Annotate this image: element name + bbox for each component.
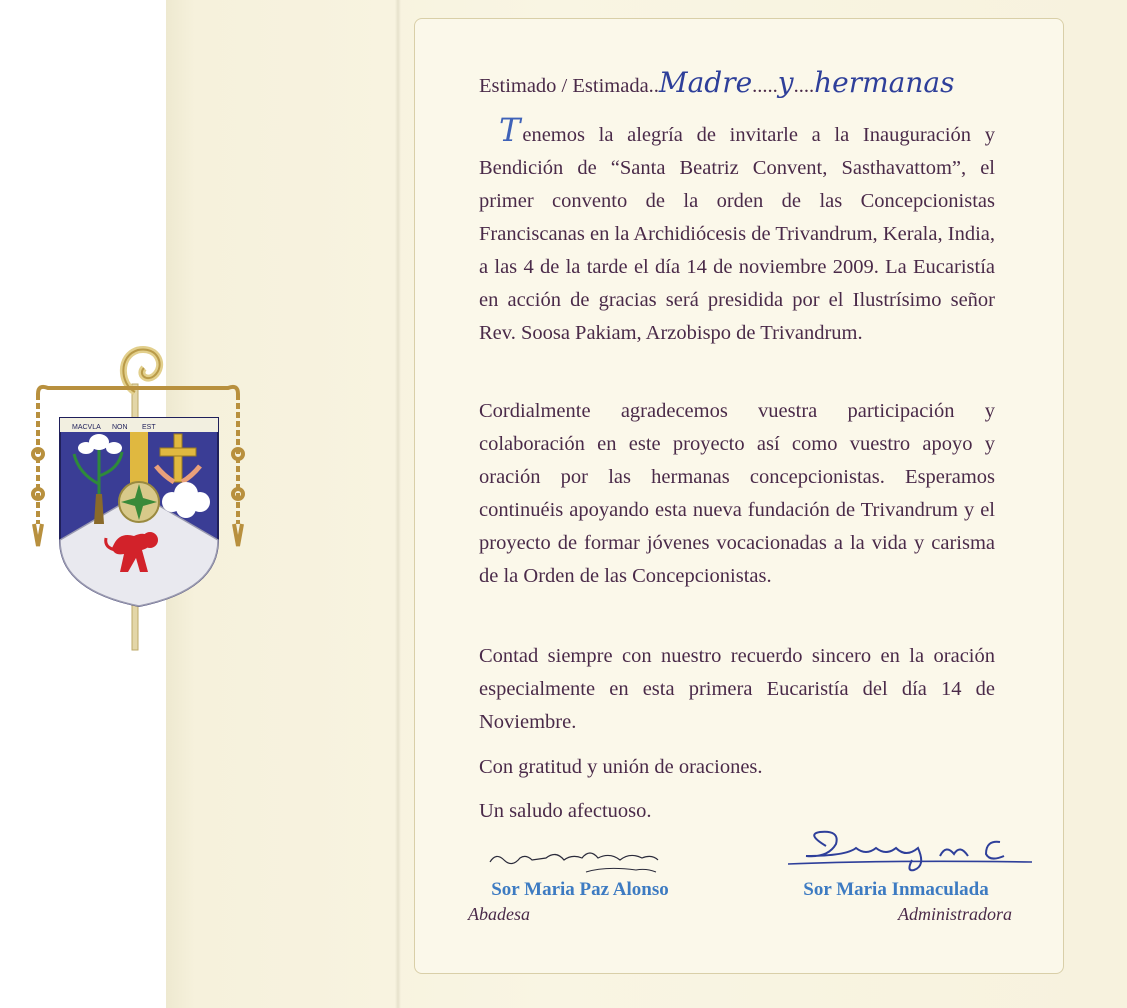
- paragraph-invitation: [479, 111, 995, 350]
- paragraph-closing: Un saludo afectuoso.: [479, 800, 652, 822]
- paragraph-thanks: Cordialmente agradecemos vuestra participación y colaboración en este proyecto así como vuestro apoyo y oración por las hermanas concepcionistas. Esperamos continuéis apoyando esta nueva fundación de Trivandrum y el proyecto de formar jóvenes vocacionadas a la vida y carisma de la Orden de las Concepcionistas.: [479, 400, 995, 587]
- signature-scrawl-right: [786, 826, 1036, 878]
- paragraph-prayer: Contad siempre con nuestro recuerdo sincero en la oración especialmente en esta primera Eucaristía del día 14 de Noviembre.: [479, 645, 995, 733]
- handwritten-recipient-3: hermanas: [814, 66, 955, 99]
- signatory-name-right: Sor Maria Inmaculada: [803, 879, 989, 900]
- paragraph-invitation-text: enemos la alegría de invitarle a la Inauguración y Bendición de “Santa Beatriz Convent, Sasthavattom”, el primer convento de la orden de las Concepcionistas Franciscanas en la Archidiócesis de Trivandrum, Kerala, India, a las 4 de la tarde el día 14 de noviembre 2009. La Eucaristía en acción de gracias será presidida por el Ilustrísimo señor Rev. Soosa Pakiam, Arzobispo de Trivandrum.: [479, 124, 995, 344]
- handwritten-recipient-1: Madre: [658, 66, 753, 99]
- fill-dots: .....: [752, 75, 778, 97]
- card-fold: [395, 0, 401, 1008]
- motto-word-1: MACVLA: [72, 424, 101, 431]
- motto-word-3: EST: [142, 424, 156, 431]
- drop-cap: T: [499, 111, 521, 149]
- fill-dots: ..: [648, 75, 659, 97]
- salutation-label: Estimado / Estimada: [479, 75, 649, 97]
- signatory-name-left: Sor Maria Paz Alonso: [491, 879, 669, 900]
- motto-word-2: NON: [112, 424, 128, 431]
- signatory-role-left: Abadesa: [468, 904, 530, 924]
- coat-of-arms: [24, 344, 252, 654]
- signatory-role-right: Administradora: [897, 904, 1012, 924]
- signature-block-right: [776, 878, 1016, 926]
- salutation-line: [479, 66, 995, 103]
- handwritten-recipient-2: y: [777, 66, 794, 99]
- signature-block-left: [460, 878, 700, 926]
- fill-dots: ....: [793, 75, 815, 97]
- signature-scrawl-left: [486, 842, 666, 878]
- paragraph-gratitude: Con gratitud y unión de oraciones.: [479, 756, 763, 778]
- star-medallion-icon: [119, 482, 159, 522]
